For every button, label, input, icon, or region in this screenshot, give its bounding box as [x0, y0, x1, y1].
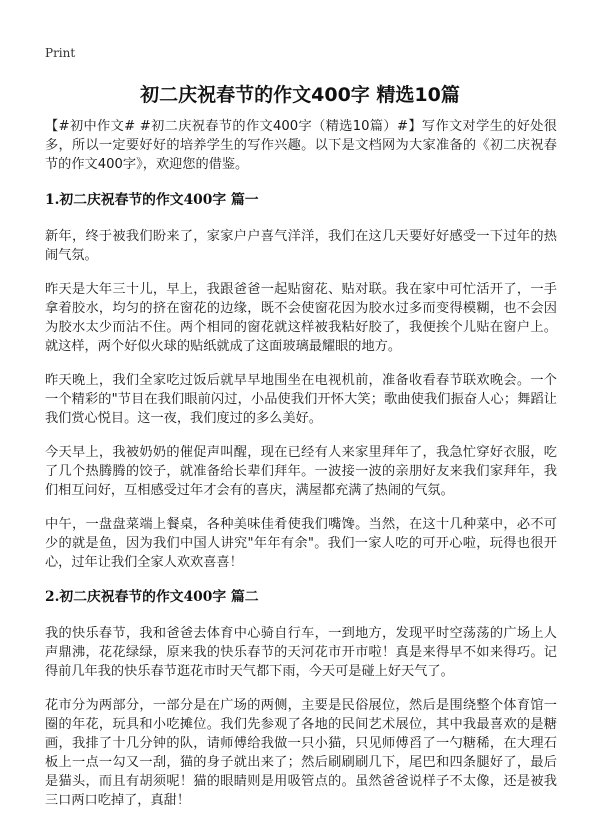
article-body — [45, 117, 557, 825]
section-heading: 2.初二庆祝春节的作文400字 篇二 — [45, 589, 259, 605]
paragraph: 我的快乐春节，我和爸爸去体育中心骑自行车，一到地方，发现平时空荡荡的广场上人声鼎沸，花花绿绿，原来我的快乐春节的天河花市开市啦！真是来得早不如来得巧。记得前几年我的快乐春节逛花市时天气都下雨，今天可是碰上好天气了。 — [45, 626, 557, 679]
paragraph: 昨天是大年三十儿，早上，我跟爸爸一起贴窗花、贴对联。我在家中可忙活开了，一手拿着胶水，均匀的挤在窗花的边缘，既不会使窗花因为胶水过多而变得模糊，也不会因为胶水太少而沾不住。两个相同的窗花就这样被我粘好胶了，我便挨个儿贴在窗户上。就这样，两个好似火球的贴纸就成了这面玻璃最耀眼的地方。 — [45, 282, 557, 354]
print-link[interactable]: Print — [45, 46, 76, 60]
paragraph: 昨天晚上，我们全家吃过饭后就早早地围坐在电视机前，准备收看春节联欢晚会。一个一个精彩的"节目在我们眼前闪过，小品使我们开怀大笑；歌曲使我们振奋人心；舞蹈让我们赏心悦目。这一夜，我们度过的多么美好。 — [45, 373, 557, 426]
paragraph: 新年，终于被我们盼来了，家家户户喜气洋洋，我们在这几天要好好感受一下过年的热闹气氛。 — [45, 229, 557, 263]
paragraph: 中午，一盘盘菜端上餐桌，各种美味佳肴使我们嘴馋。当然，在这十几种菜中，必不可少的就是鱼，因为我们中国人讲究"年年有余"。我们一家人吃的可开心啦，玩得也很开心，过年让我们全家人欢欢喜喜！ — [45, 517, 557, 570]
intro-paragraph: 【#初中作文# #初二庆祝春节的作文400字（精选10篇）#】写作文对学生的好处很多，所以一定要好好的培养学生的写作兴趣。以下是文档网为大家准备的《初二庆祝春节的作文400字》，欢迎您的借鉴。 — [45, 119, 557, 172]
section-heading: 1.初二庆祝春节的作文400字 篇一 — [45, 192, 259, 208]
paragraph: 花市分为两部分，一部分是在广场的两侧，主要是民俗展位，然后是围绕整个体育馆一圈的年花，玩具和小吃摊位。我们先参观了各地的民间艺术展位，其中我最喜欢的是糖画，我排了十几分钟的队，请师傅给我做一只小猫，只见师傅舀了一勺糖稀，在大理石板上一点一勾又一刮，猫的身子就出来了；然后刷刷刷几下，尾巴和四条腿好了，最后是猫头，而且有胡须呢！猫的眼睛则是用吸管点的。虽然爸爸说样子不太像，还是被我三口两口吃掉了，真甜！ — [45, 698, 557, 808]
page-title: 初二庆祝春节的作文400字 精选10篇 — [140, 84, 460, 106]
paragraph: 今天早上，我被奶奶的催促声叫醒，现在已经有人来家里拜年了，我急忙穿好衣服，吃了几个热腾腾的饺子，就准备给长辈们拜年。一波接一波的亲朋好友来我们家拜年，我们相互问好，互相感受过年才会有的喜庆，满屋都充满了热闹的气氛。 — [45, 445, 557, 498]
section-1 — [45, 190, 557, 572]
section-2 — [45, 587, 557, 810]
